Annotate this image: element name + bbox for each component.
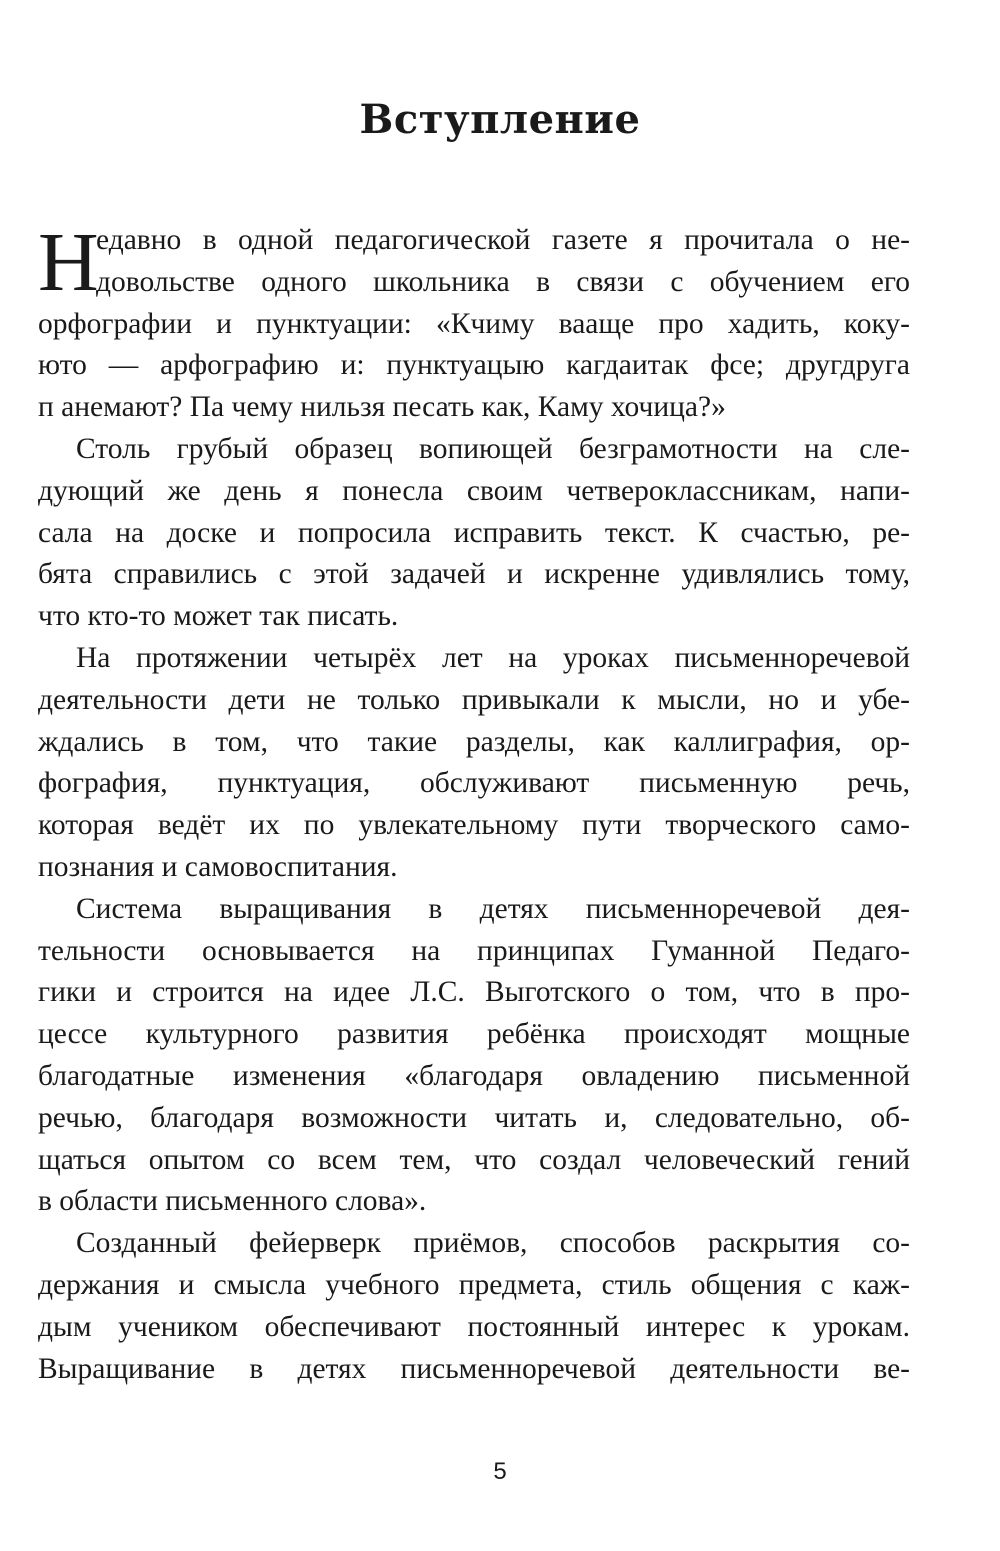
text-line: дым учеником обеспечивают постоянный интерес к урокам. xyxy=(38,1310,910,1343)
body-text xyxy=(38,216,910,1390)
paragraph-4 xyxy=(38,889,910,1223)
text-line: Столь грубый образец вопиющей безграмотности на сле- xyxy=(76,432,910,465)
chapter-title: Вступление xyxy=(359,96,641,143)
paragraph-2 xyxy=(38,429,910,638)
text-line: Система выращивания в детях письменноречевой дея- xyxy=(76,892,910,925)
text-line: Выращивание в детях письменноречевой деятельности ве- xyxy=(38,1352,910,1385)
text-line: На протяжении четырёх лет на уроках письменноречевой xyxy=(76,641,910,674)
text-line: п анемают? Па чему нильзя песать как, Каму хочица?» xyxy=(38,391,726,424)
text-line: тельности основывается на принципах Гуманной Педаго- xyxy=(38,934,910,967)
text-line: Созданный фейерверк приёмов, способов раскрытия со- xyxy=(76,1227,910,1260)
text-line: что кто-то может так писать. xyxy=(38,600,399,633)
paragraph-5 xyxy=(38,1223,910,1390)
text-line: в области письменного слова». xyxy=(38,1185,427,1218)
drop-cap: Н xyxy=(38,216,99,309)
text-line: орфографии и пунктуации: «Кчиму вааще про хадить, коку- xyxy=(38,307,910,340)
text-line: бята справились с этой задачей и искренне удивлялись тому, xyxy=(38,558,910,591)
text-line: довольстве одного школьника в связи с обучением его xyxy=(96,265,910,298)
text-line: ждались в том, что такие разделы, как каллиграфия, ор- xyxy=(38,725,910,758)
text-line: сала на доске и попросила исправить текст. К счастью, ре- xyxy=(38,516,910,549)
text-line: цессе культурного развития ребёнка происходят мощные xyxy=(38,1018,910,1051)
text-line: познания и самовоспитания. xyxy=(38,850,398,883)
text-line: благодатные изменения «благодаря овладению письменной xyxy=(38,1059,910,1092)
text-line: дующий же день я понесла своим четвероклассникам, напи- xyxy=(38,474,910,507)
page-number: 5 xyxy=(493,1458,507,1485)
text-line: которая ведёт их по увлекательному пути творческого само- xyxy=(38,809,910,842)
text-line: держания и смысла учебного предмета, стиль общения с каж- xyxy=(38,1268,910,1301)
text-line: щаться опытом со всем тем, что создал человеческий гений xyxy=(38,1143,910,1176)
paragraph-1 xyxy=(38,216,910,429)
text-line: речью, благодаря возможности читать и, следовательно, об- xyxy=(38,1101,910,1134)
text-line: деятельности дети не только привыкали к мысли, но и убе- xyxy=(38,683,910,716)
text-line: гики и строится на идее Л.С. Выготского о том, что в про- xyxy=(38,976,910,1009)
text-line: едавно в одной педагогической газете я прочитала о не- xyxy=(96,224,910,256)
paragraph-3 xyxy=(38,638,910,889)
text-line: фография, пунктуация, обслуживают письменную речь, xyxy=(38,767,910,800)
text-line: юто — арфографию и: пунктуацыю кагдаитак фсе; другдруга xyxy=(38,349,910,382)
